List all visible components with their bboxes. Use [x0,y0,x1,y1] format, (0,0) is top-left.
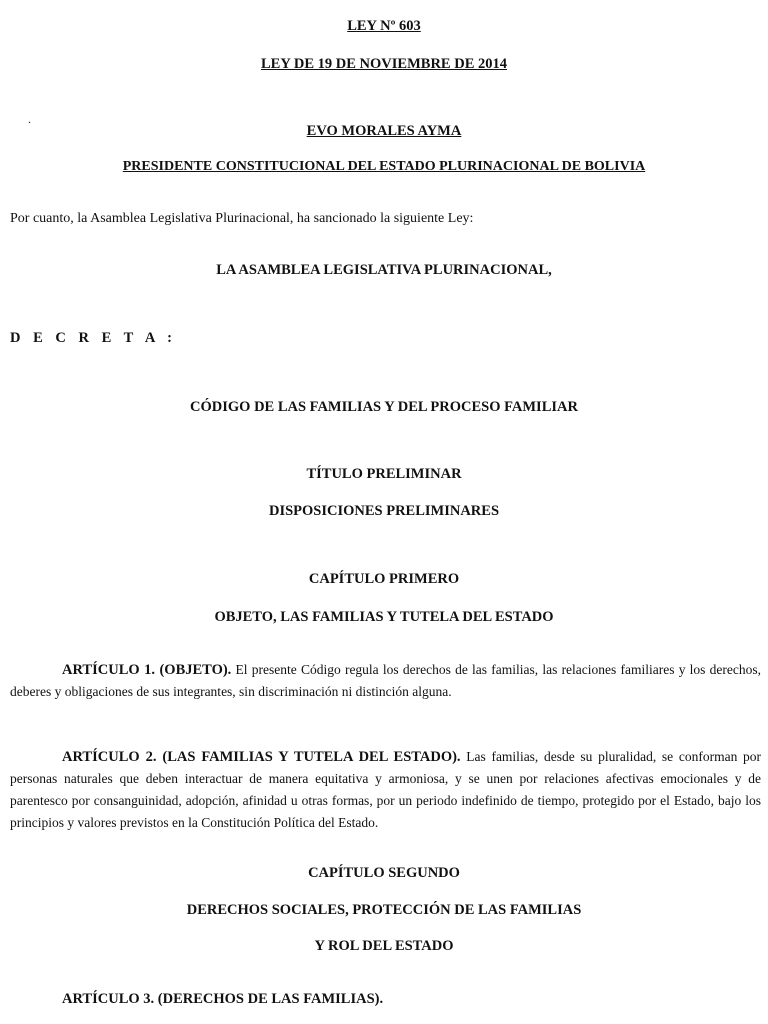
titulo-subheading: DISPOSICIONES PRELIMINARES [268,503,500,519]
article-2 [10,746,761,834]
code-title: CÓDIGO DE LAS FAMILIAS Y DEL PROCESO FAMILIAR [190,399,578,415]
article-2-text: Las familias, desde su pluralidad, se conforman por personas naturales que deben interactuar de manera equitativa y armoniosa, y se unen por relaciones afectivas emocionales y de parentesco por consanguinidad, adopción, afinidad u otras formas, por un periodo indefinido de tiempo, protegido por el Estado, bajo los principios y valores previstos en la Constitución Política del Estado. [10,749,762,830]
assembly-heading: LA ASAMBLEA LEGISLATIVA PLURINACIONAL, [216,262,552,278]
chapter1-heading: CAPÍTULO PRIMERO [308,571,460,587]
president-title: PRESIDENTE CONSTITUCIONAL DEL ESTADO PLURINACIONAL DE BOLIVIA [122,159,646,174]
chapter2-subheading-line1: DERECHOS SOCIALES, PROTECCIÓN DE LAS FAMILIAS [186,902,582,918]
article-1 [10,659,761,703]
chapter2-subheading-line2: Y ROL DEL ESTADO [314,938,454,954]
article-2-heading: ARTÍCULO 2. (LAS FAMILIAS Y TUTELA DEL ESTADO). [62,749,461,765]
preamble-text: Por cuanto, la Asamblea Legislativa Plurinacional, ha sancionado la siguiente Ley: [10,211,474,226]
article-3 [10,988,761,1010]
law-number: LEY Nº 603 [347,18,421,34]
article-1-text: El presente Código regula los derechos de las familias, las relaciones familiares y los derechos, deberes y obligaciones de sus integrantes, sin discriminación ni distinción alguna. [10,662,762,699]
decreta-heading: D E C R E T A : [10,330,177,346]
president-name: EVO MORALES AYMA [306,123,462,139]
article-1-heading: ARTÍCULO 1. (OBJETO). [62,662,232,678]
titulo-heading: TÍTULO PRELIMINAR [306,466,462,482]
stray-mark: . [28,112,31,126]
chapter1-subheading: OBJETO, LAS FAMILIAS Y TUTELA DEL ESTADO [214,609,554,625]
chapter2-heading: CAPÍTULO SEGUNDO [308,865,460,881]
article-3-heading: ARTÍCULO 3. (DERECHOS DE LAS FAMILIAS). [62,991,384,1007]
law-date: LEY DE 19 DE NOVIEMBRE DE 2014 [261,56,507,72]
